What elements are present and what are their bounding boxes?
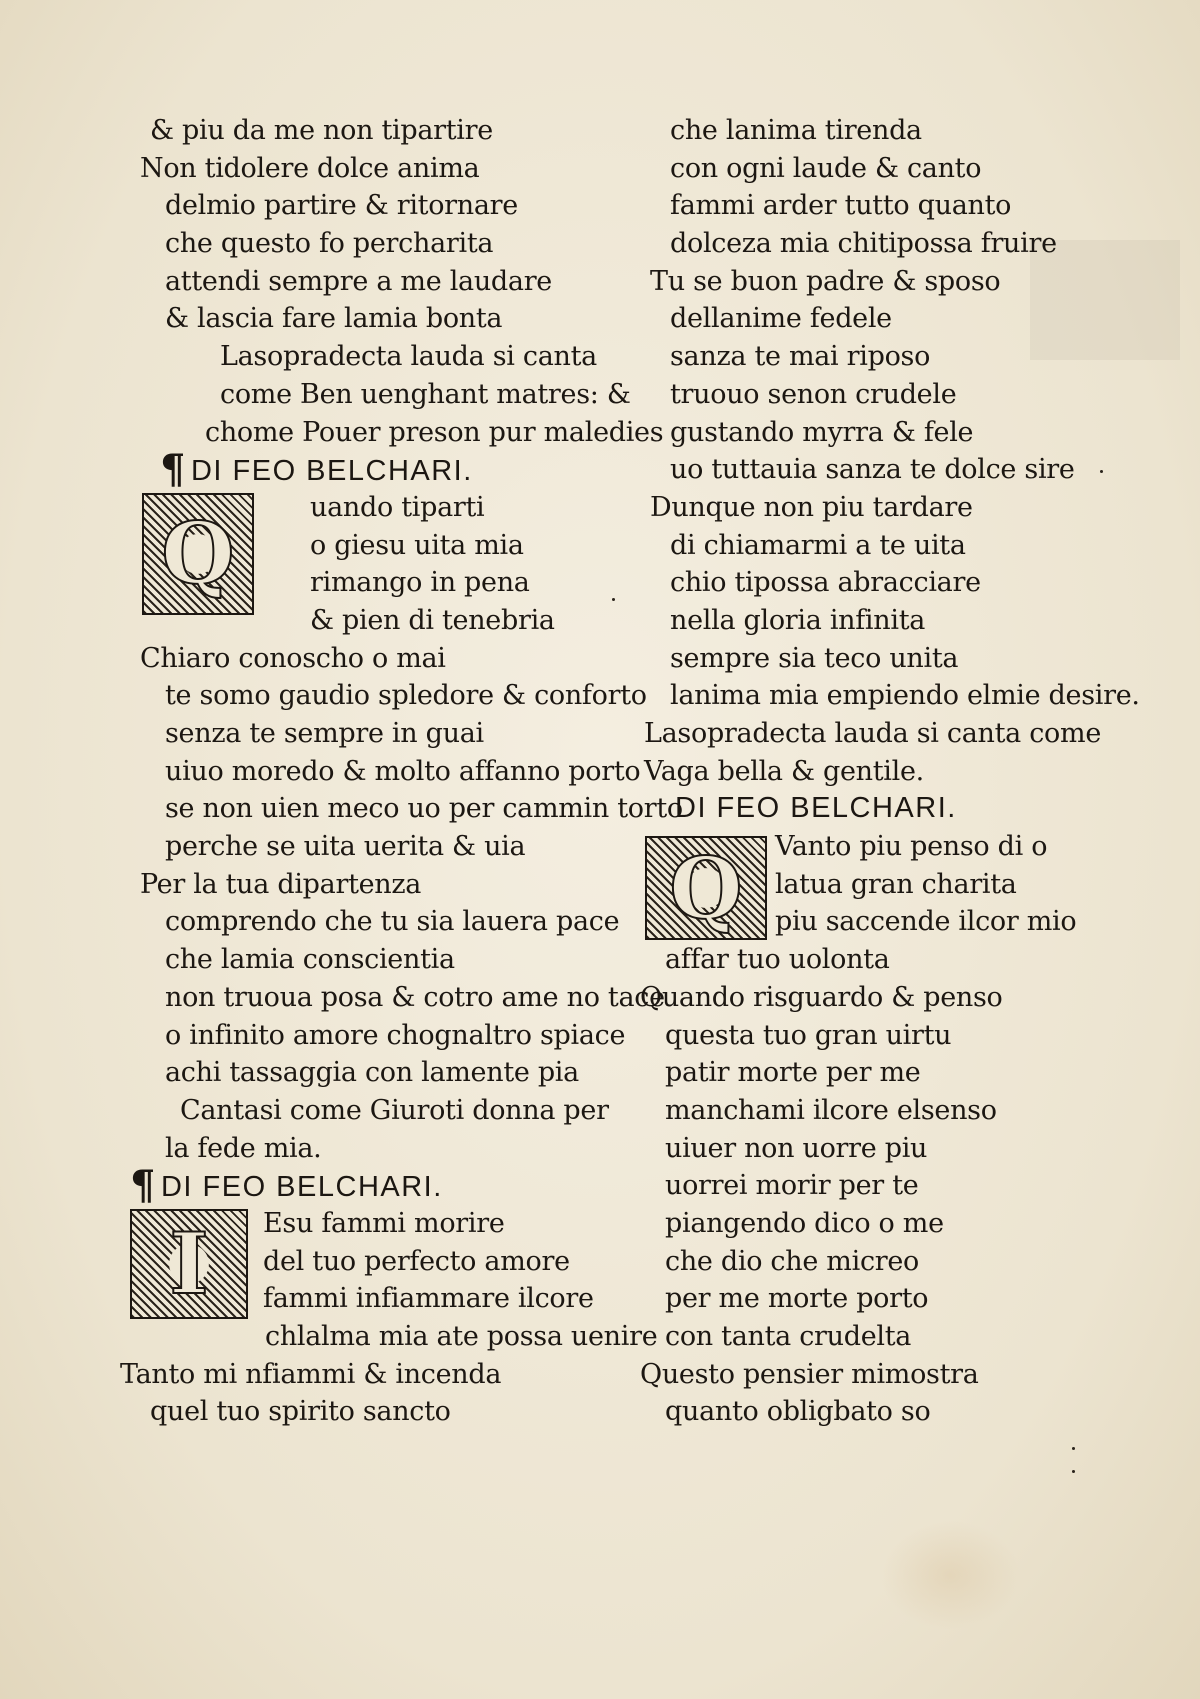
- section-heading: DI FEO BELCHARI.: [675, 792, 957, 825]
- text-line: non truoua posa & cotro ame no tace: [165, 981, 665, 1013]
- text-line: senza te sempre in guai: [165, 718, 484, 749]
- section-heading: ¶ DI FEO BELCHARI.: [160, 446, 473, 494]
- text-line: Tanto mi nfiammi & incenda: [120, 1358, 502, 1390]
- decorated-initial-q-icon: [142, 493, 254, 615]
- text-line: patir morte per me: [665, 1057, 921, 1089]
- text-line: Lasopradecta lauda si canta come: [644, 718, 1101, 749]
- text-line: che lamia conscientia: [165, 944, 455, 976]
- text-line: attendi sempre a me laudare: [165, 265, 552, 297]
- text-line: uorrei morir per te: [665, 1170, 919, 1202]
- text-line: & piu da me non tipartire: [150, 115, 493, 146]
- text-line: dellanime fedele: [670, 303, 892, 335]
- pilcrow-icon: ¶: [130, 1162, 157, 1210]
- left-lines-c: [120, 1318, 658, 1431]
- text-line: questa tuo gran uirtu: [665, 1019, 952, 1051]
- text-line: o infinito amore chognaltro spiace: [165, 1019, 626, 1051]
- text-line: Quando risguardo & penso: [640, 981, 1003, 1013]
- text-line: come Ben uenghant matres: &: [220, 378, 631, 410]
- text-line: del tuo perfecto amore: [263, 1245, 570, 1277]
- text-line: dolceza mia chitipossa fruire: [670, 228, 1057, 260]
- text-line: di chiamarmi a te uita: [670, 529, 966, 561]
- text-line: Cantasi come Giuroti donna per: [180, 1094, 609, 1126]
- decorated-initial-q-icon: [645, 836, 767, 940]
- left-lines-a: [120, 112, 664, 451]
- text-line: fammi infiammare ilcore: [263, 1283, 594, 1315]
- text-line: Tu se buon padre & sposo: [650, 265, 1001, 297]
- text-line: rimango in pena: [310, 567, 530, 599]
- text-line: uiuer non uorre piu: [665, 1132, 928, 1164]
- text-line: Vanto piu penso di o: [775, 831, 1048, 863]
- section-heading: ¶ DI FEO BELCHARI.: [130, 1162, 443, 1210]
- ink-speck: [1072, 1470, 1075, 1473]
- text-line: Chiaro conoscho o mai: [140, 642, 446, 674]
- text-line: fammi arder tutto quanto: [670, 190, 1012, 222]
- text-line: Non tidolere dolce anima: [140, 152, 480, 184]
- text-line: quanto obligbato so: [665, 1396, 931, 1428]
- text-line: uando tiparti: [310, 491, 485, 523]
- text-line: se non uien meco uo per cammin torto: [165, 793, 683, 825]
- right-lines-b: [640, 941, 1090, 1431]
- text-line: latua gran charita: [775, 868, 1017, 900]
- text-line: Vaga bella & gentile.: [644, 755, 924, 787]
- text-line: per me morte porto: [665, 1283, 929, 1315]
- text-line: che lanima tirenda: [670, 115, 922, 146]
- initial-block: [120, 1205, 650, 1318]
- initial-block: [640, 828, 1090, 941]
- text-line: piangendo dico o me: [665, 1207, 944, 1239]
- text-line: sanza te mai riposo: [670, 341, 931, 373]
- initial-letter: Q: [154, 506, 242, 602]
- left-column: [120, 112, 683, 1431]
- decorated-initial-i-icon: [130, 1209, 248, 1319]
- text-line: perche se uita uerita & uia: [165, 831, 526, 863]
- text-line: nella gloria infinita: [670, 604, 926, 636]
- initial-block: [120, 489, 650, 640]
- text-line: Per la tua dipartenza: [140, 868, 422, 900]
- text-line: chome Pouer preson pur maledies: [205, 416, 664, 448]
- initial-letter: Q: [662, 840, 750, 936]
- text-line: truouo senon crudele: [670, 378, 957, 410]
- text-line: Esu fammi morire: [263, 1207, 505, 1239]
- text-line: chio tipossa abracciare: [670, 567, 981, 599]
- text-line: achi tassaggia con lamente pia: [165, 1057, 579, 1089]
- text-line: la fede mia.: [165, 1132, 322, 1164]
- text-line: te somo gaudio spledore & conforto: [165, 680, 647, 712]
- text-line: chlalma mia ate possa uenire: [265, 1321, 658, 1352]
- ink-speck: [1100, 470, 1103, 473]
- text-line: & pien di tenebria: [310, 604, 555, 636]
- text-line: delmio partire & ritornare: [165, 190, 518, 222]
- text-line: che questo fo percharita: [165, 228, 494, 260]
- text-line: lanima mia empiendo elmie desire.: [670, 680, 1140, 712]
- text-line: quel tuo spirito sancto: [150, 1396, 451, 1428]
- paper-stain: [880, 1520, 1020, 1630]
- text-line: piu saccende ilcor mio: [775, 906, 1077, 938]
- text-line: che dio che micreo: [665, 1245, 920, 1277]
- text-line: affar tuo uolonta: [665, 944, 890, 976]
- text-line: o giesu uita mia: [310, 529, 524, 561]
- text-line: gustando myrra & fele: [670, 416, 974, 448]
- right-lines-a: [640, 112, 1140, 790]
- ink-speck: [1072, 1447, 1075, 1450]
- pilcrow-icon: ¶: [160, 446, 187, 494]
- text-line: sempre sia teco unita: [670, 642, 959, 674]
- right-column: [640, 112, 1140, 1431]
- text-line: con tanta crudelta: [665, 1321, 912, 1352]
- text-line: Questo pensier mimostra: [640, 1358, 979, 1390]
- text-line: & lascia fare lamia bonta: [165, 303, 503, 335]
- text-line: uo tuttauia sanza te dolce sire: [670, 454, 1075, 486]
- text-line: Lasopradecta lauda si canta: [220, 341, 597, 373]
- text-line: con ogni laude & canto: [670, 152, 982, 184]
- text-line: manchami ilcore elsenso: [665, 1094, 997, 1126]
- text-line: comprendo che tu sia lauera pace: [165, 906, 620, 938]
- initial-letter: I: [145, 1216, 233, 1312]
- text-line: Dunque non piu tardare: [650, 491, 973, 523]
- text-line: uiuo moredo & molto affanno porto: [165, 755, 641, 787]
- left-lines-b: [120, 640, 683, 1168]
